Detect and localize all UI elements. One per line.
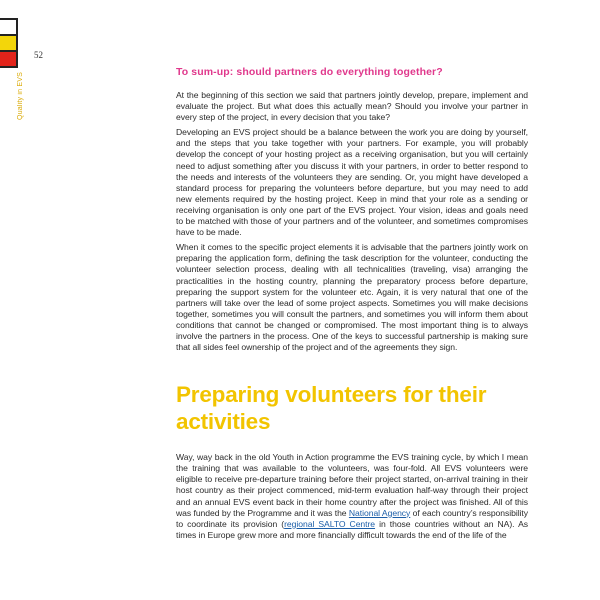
paragraph: At the beginning of this section we said that partners jointly develop, prepare, implement and evaluate the project. But what does this actually mean? Should you involve your partner in every step of the project, in every decision that you take?: [176, 90, 528, 123]
paragraph-text: in those countries without an NA). As times in Europe grew more and more financially difficult towards the end of the life of the: [176, 518, 528, 540]
section-heading: Preparing volunteers for their activities: [176, 382, 487, 435]
paragraph-text: Way, way back in the old Youth in Action programme the EVS training cycle, by which I mean the training that was available to the volunteers, was four-fold. All EVS volunteers were eligible to receive pre-departure training before their project started, on-arrival training in their host country as their project commenced, mid-term evaluation half-way through their project and an annual EVS event back in their home country after the project was finished. All of this was funded by the Programme and it was the: [176, 452, 528, 518]
subheading: To sum-up: should partners do everything together?: [176, 66, 443, 78]
regional-salto-centre-link[interactable]: regional SALTO Centre: [284, 518, 376, 529]
side-label: Quality in EVS: [17, 72, 24, 120]
national-agency-link[interactable]: National Agency: [348, 507, 411, 518]
page-number: 52: [34, 50, 43, 60]
paragraph: When it comes to the specific project elements it is advisable that the partners jointly work on preparing the application form, defining the task description for the volunteer, conducting the volunteer selection process, dealing with all technicalities (traveling, visa) arranging the practicalities in the hosting country, planning the preparatory process before departure, preparing the support system for the volunteer etc. Again, it is very natural that one of the partners will take over the lead of some project aspects. Sometimes you will make decisions together, sometimes you will consult the partners, and sometimes you will inform them about conditions that cannot be changed or compromised. The most important thing is to always involve the partners in the process. One of the keys to successful partnership is making sure that all sides feel ownership of the project and of the agreements they sign.: [176, 242, 528, 353]
paragraph-text: of each country’s responsibility to coordinate its provision (: [176, 507, 529, 529]
section-tabs: [0, 18, 22, 66]
paragraph-final: [176, 452, 528, 541]
main-content: [176, 66, 528, 545]
section-tab-red: [0, 50, 18, 68]
paragraph: Developing an EVS project should be a balance between the work you are doing by yourself, and the steps that you take together with your partners. For example, you will probably develop the concept of your hosting project as a receiving organisation, but you will certainly need to adjust something after you discuss it with your partners, in order to better respond to the needs and interests of the volunteers they are sending. Or, you might have developed a standard process for preparing the volunteers before departure, but you may need to add new elements required by the hosting project. Keep in mind that your role as a sending or receiving organisation is only one part of the EVS project. Your vision, ideas and goals need to be matched with those of your partners and of the volunteer, and sometimes compromises have to be made.: [176, 127, 528, 238]
